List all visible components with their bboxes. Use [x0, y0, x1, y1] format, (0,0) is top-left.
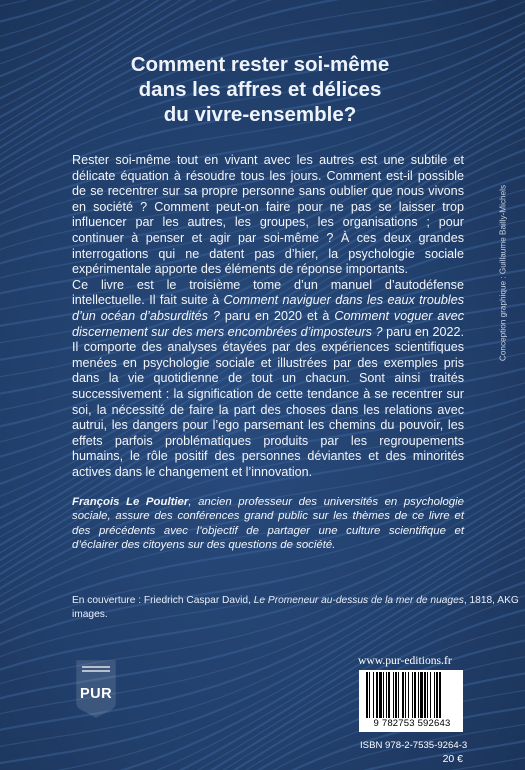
graphic-design-credit-text: Conception graphique : Guillaume Bailly-Michels: [498, 184, 508, 362]
barcode-bar: [405, 672, 406, 718]
barcode-bar: [439, 672, 441, 718]
publisher-logo: PUR: [79, 686, 113, 702]
graphic-design-credit: [497, 168, 509, 378]
previous-book-title-2: Comment voguer avec discernement sur des mers encombrées d’imposteurs ?: [72, 308, 464, 339]
title-line-3: du vivre-ensemble?: [163, 103, 357, 126]
barcode-bar: [412, 672, 413, 718]
publisher-url[interactable]: www.pur-editions.fr: [358, 654, 452, 667]
back-cover-text: [72, 153, 464, 480]
barcode-bar: [393, 672, 394, 718]
barcode-bar: [373, 672, 374, 718]
isbn-number: ISBN 978-2-7535-9264-3: [360, 740, 468, 751]
barcode-bar: [430, 672, 431, 718]
cover-image-credit: [72, 594, 525, 621]
barcode-bar: [379, 672, 382, 718]
author-name: François Le Poultier: [72, 496, 189, 508]
artwork-title: Le Promeneur au-dessus de la mer de nuages: [253, 595, 464, 606]
description-text: paru en 2020 et à: [219, 308, 335, 323]
barcode-bar: [436, 672, 438, 718]
barcode-bar: [434, 672, 435, 718]
description-text: Ce livre est le troisième tome d’un manuel d’autodéfense intellectuelle. Il fait suite à: [72, 277, 464, 308]
barcode-bar: [376, 672, 378, 718]
description-paragraph: [72, 278, 464, 481]
credit-text: En couverture : Friedrich Caspar David,: [72, 595, 254, 606]
barcode-bar: [395, 672, 397, 718]
barcode-bar: [366, 672, 368, 718]
author-bio-text: , ancien professeur des universités en psychologie sociale, assure des conférences grand public sur les thèmes de ce livre et des précédents avec l’objectif de partager une culture scientifique et d’éclairer des citoyens sur des questions de société.: [72, 496, 464, 552]
barcode-bar: [402, 672, 404, 718]
barcode-bar: [408, 672, 409, 718]
barcode-bar: [383, 672, 384, 718]
barcode-icon: [366, 672, 458, 718]
author-bio: [72, 495, 464, 553]
barcode-digits: 9 782753 592643: [373, 718, 451, 729]
intro-paragraph: Rester soi-même tout en vivant avec les autres est une subtile et délicate équation à résoudre tous les jours. Comment est-il possible de se recentrer sur sa propre personne sans oublier que nous vivons en société ? Comment peut-on faire pour ne pas se laisser trop influencer par les autres, les groupes, les organisations ; pour continuer à penser et agir par soi-même ? À ces deux grandes interrogations qui ne datent pas d’hier, la psychologie sociale expérimentale apporte des éléments de réponse importants.: [72, 153, 464, 277]
barcode-bar: [388, 672, 390, 718]
barcode-bar: [369, 672, 370, 718]
description-text: paru en 2022. Il comporte des analyses étayées par des expériences scientifiques menées en psychologie sociale et illustrées par des exemples pris dans la vie quotidienne de tout un chacun. Sont ainsi traités successivement : la signification de cette tendance à se recentrer sur soi, la nécessité de faire la part des choses dans les relations avec autrui, les dangers pour l’ego parsemant les chemins du pouvoir, les effets parfois problématiques produits par les regroupements humains, le rôle positif des personnes déviantes et des minorités actives dans le changement et l’innovation.: [72, 324, 465, 479]
barcode-bar: [418, 672, 419, 718]
barcode-bar: [398, 672, 399, 718]
barcode-bar: [414, 672, 416, 718]
title-line-1: Comment rester soi-même: [130, 53, 390, 76]
previous-book-title-1: Comment naviguer dans les eaux troubles d’un océan d’absurdités ?: [72, 293, 464, 323]
cover-title: [40, 52, 480, 127]
credit-text: , 1818, AKG images.: [72, 595, 519, 620]
barcode-bar: [424, 672, 426, 718]
barcode-bar: [427, 672, 428, 718]
barcode-bar: [386, 672, 387, 718]
barcode-bar: [420, 672, 423, 718]
title-line-2: dans les affres et délices: [138, 78, 382, 101]
price: 20 €: [442, 753, 463, 765]
